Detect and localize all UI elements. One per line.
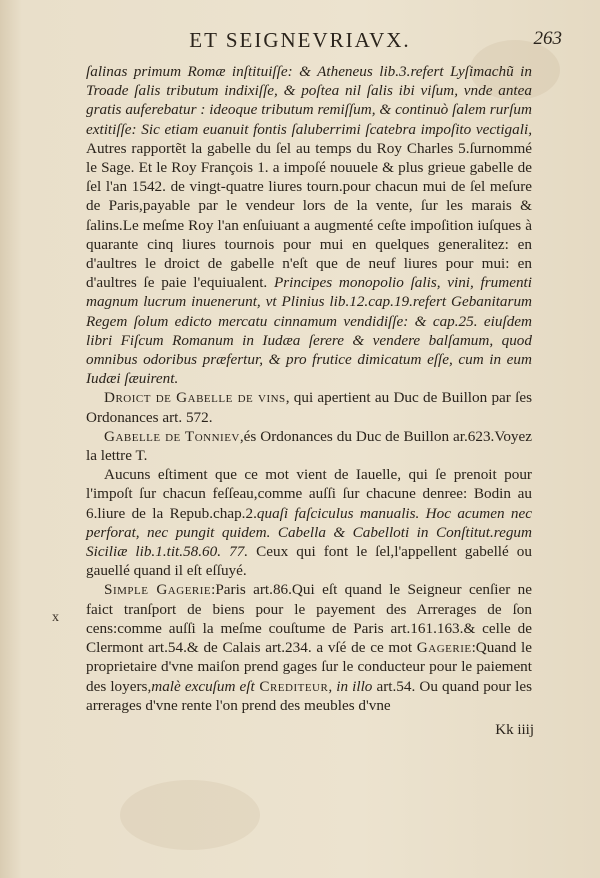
entry-text: :Paris art.86.Qui eſt quand le Seigneur cenſier ne faict tranſport de biens pour le payement des Arrerages de ſon cens:comme auſſi la meſme couſtume de Paris art.161.163.& celle de Clermont art.54.& de Calais art.234. a vſé de ce mot: [86, 581, 532, 657]
entry-heading: Gabelle de Tonniev: [104, 427, 240, 445]
running-head: ET SEIGNEVRIAVX.: [189, 28, 411, 52]
term-gagerie: Gagerie: [416, 639, 472, 657]
latin-citation: ſalinas primum Romæ inſtituiſſe: & Atheneus lib.3.refert Lyſimachũ in Troade ſalis tributum indixiſſe, & poſtea nil ſalis ibi viſum, vnde antea gratis auferebatur : ideoque tributum remiſſum, & continuò ſalem rurſum extitiſſe: Sic etiam euanuit fontis ſaluberrimi ſcatebra impoſito vectigali,: [86, 63, 532, 138]
folio-number: 263: [533, 28, 562, 49]
entry-gabelle-de-tonnieu: [86, 427, 532, 465]
margin-mark: x: [52, 610, 59, 625]
french-text: Ceux qui font le ſel,l'appellent gabellé ou gauellé quand il eſt eſſuyé.: [86, 543, 532, 580]
entry-simple-gagerie: [86, 580, 532, 714]
term-crediteur: Crediteur: [254, 677, 329, 695]
page-header: [0, 28, 600, 58]
entry-gabelle-de-vins: [86, 388, 532, 426]
body-text: [86, 62, 532, 715]
entry-heading: Droict de Gabelle de vins: [104, 389, 286, 407]
paragraph-gabelle-history: [86, 62, 532, 388]
entry-heading: Simple Gagerie: [104, 581, 212, 599]
entry-text: , qui apertient au Duc de Buillon par ſes Ordonances art. 572.: [86, 389, 533, 426]
french-text: Autres rapportẽt la gabelle du ſel au temps du Roy Charles 5.ſurnommé le Sage. Et le Roy François 1. a impoſé nouuele & plus grieue gabelle de ſel l'an 1542. de vingt-quatre liures tourn.pour chacun mui de ſel meſure de Paris,payable par le vendeur lors de la vente, ſur les marais & ſalins.Le meſme Roy l'an enſuiuant a augmenté ceſte impoſition iuſques à quarante cinq liures tournois pour mui en quelques generalitez: en d'aultres le droict de gabelle n'eſt que de neuf liures pour mui: en d'aultres ſe paie l'equiualent.: [86, 139, 532, 292]
paragraph-etymology: [86, 465, 532, 580]
latin-citation: quaſi faſciculus manualis. Hoc acumen nec perforat, nec pungit quidem. Cabella & Cabelloti in Conſtitut.regum Siciliæ lib.1.tit.58.60. 77.: [86, 504, 532, 561]
latin-remark: malè excuſum eſt: [151, 677, 255, 695]
latin-remark: , in illo: [328, 677, 373, 695]
catchword-signature: Kk iiij: [495, 722, 534, 738]
entry-text: art.54. Ou quand pour les arrerages d'vne rente l'on prend des meubles d'vne: [86, 677, 533, 714]
entry-text: ,és Ordonances du Duc de Buillon ar.623.Voyez la lettre T.: [86, 427, 533, 465]
french-text: Aucuns eſtiment que ce mot vient de Iauelle, qui ſe prenoit pour l'impoſt ſur chacun feſſeau,comme auſſi ſur chacune denree: Bodin au 6.liure de la Repub.chap.2.: [86, 466, 532, 522]
latin-citation: Principes monopolio ſalis, vini, frumenti magnum lucrum inuenerunt, vt Plinius lib.12.cap.19.refert Gebanitarum Regem ſolum edicto mercatu cinnamum vendidiſſe: & cap.25. eiuſdem libri Fiſcum Romanum in Iudæa ſerere & vendere balſamum, quod omnibus odoribus præfertur, & pro frutice dimicatum eſſe, cum in eum Iudæi ſæuirent.: [86, 274, 532, 388]
paper-stain: [120, 780, 260, 850]
entry-text: :Quand le proprietaire d'vne maiſon prend gages ſur le conducteur pour le paiement des loyers,: [86, 639, 532, 695]
